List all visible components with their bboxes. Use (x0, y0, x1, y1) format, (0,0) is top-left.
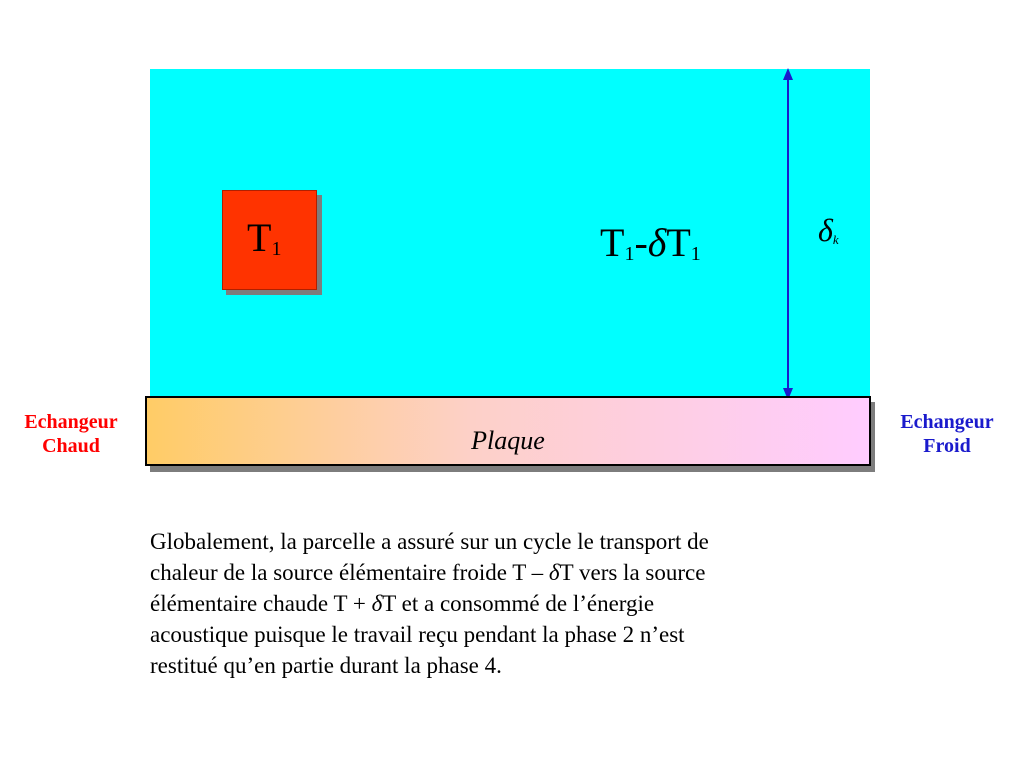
fluid-t2: T (666, 220, 691, 265)
caption-line-3 (150, 588, 980, 619)
parcel-t-symbol: T (247, 215, 272, 260)
caption-line-3a: élémentaire chaude T + (150, 591, 372, 617)
caption-line-2b: T vers la source (559, 560, 706, 586)
caption-line-4: acoustique puisque le travail reçu pendant la phase 2 n’est (150, 622, 685, 648)
parcel-temperature-label (247, 215, 282, 260)
parcel-t-subscript: 1 (271, 238, 282, 260)
fluid-t1: T (600, 220, 625, 265)
fluid-delta: δ (647, 220, 667, 265)
hot-exchanger-line1: Echangeur (24, 411, 118, 433)
caption-paragraph (150, 526, 980, 681)
hot-exchanger-line2: Chaud (42, 435, 100, 457)
fluid-t2-subscript: 1 (690, 243, 701, 265)
thickness-double-arrow (770, 66, 810, 402)
fluid-temperature-label (600, 220, 701, 265)
cold-exchanger-label (884, 410, 1010, 458)
thickness-delta: δ (818, 212, 833, 248)
caption-line-1: Globalement, la parcelle a assuré sur un cycle le transport de (150, 529, 709, 554)
caption-line-3-delta: δ (371, 591, 383, 617)
caption-line-2 (150, 557, 980, 588)
cold-exchanger-line1: Echangeur (900, 411, 994, 433)
plate (145, 396, 871, 466)
thickness-label (818, 214, 839, 246)
cold-exchanger-line2: Froid (923, 435, 971, 457)
fluid-t1-subscript: 1 (624, 243, 635, 265)
caption-line-3b: T et a consommé de l’énergie (382, 591, 655, 617)
plate-label: Plaque (471, 426, 545, 455)
caption-line-5: restitué qu’en partie durant la phase 4. (150, 653, 502, 679)
fluid-minus: - (634, 220, 648, 265)
thickness-subscript: k (832, 232, 839, 247)
caption-line-2-delta: δ (548, 560, 560, 586)
caption-line-2a: chaleur de la source élémentaire froide T – (150, 560, 549, 586)
hot-exchanger-label (8, 410, 134, 458)
arrow-head-up (783, 68, 793, 80)
